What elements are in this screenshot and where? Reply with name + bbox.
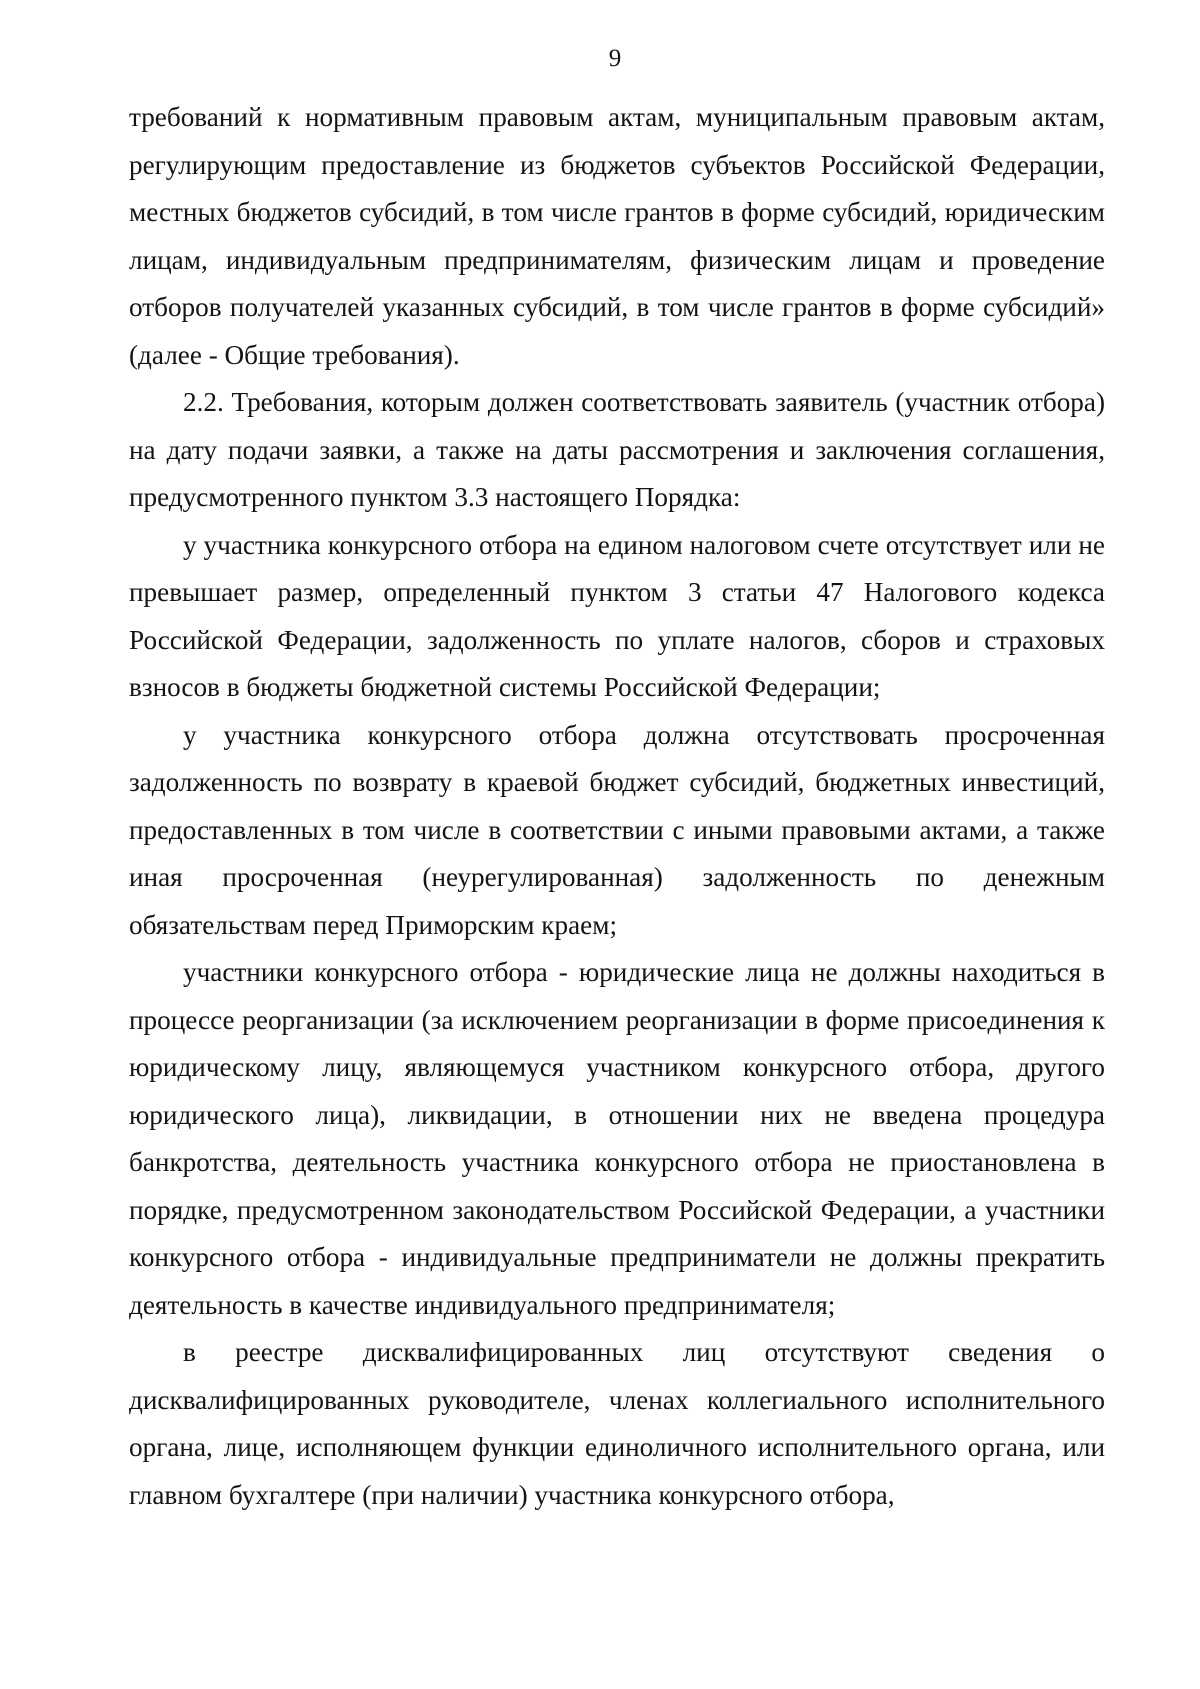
paragraph-2-2-requirements: 2.2. Требования, которым должен соответствовать заявитель (участник отбора) на дату подачи заявки, а также на даты рассмотрения и заключения соглашения, предусмотренного пунктом 3.3 настоящего Порядка: [129,387,1105,512]
paragraph-general-requirements-continuation: требований к нормативным правовым актам, муниципальным правовым актам, регулирующим предоставление из бюджетов субъектов Российской Федерации, местных бюджетов субсидий, в том числе грантов в форме субсидий, юридическим лицам, индивидуальным предпринимателям, физическим лицам и проведение отборов получателей указанных субсидий, в том числе грантов в форме субсидий» (далее - Общие требования). [129,102,1105,370]
paragraph-reorganization: участники конкурсного отбора - юридические лица не должны находиться в процессе реорганизации (за исключением реорганизации в форме присоединения к юридическому лицу, являющемуся участником конкурсного отбора, другого юридического лица), ликвидации, в отношении них не введена процедура банкротства, деятельность участника конкурсного отбора не приостановлена в порядке, предусмотренном законодательством Российской Федерации, а участники конкурсного отбора - индивидуальные предприниматели не должны прекратить деятельность в качестве индивидуального предпринимателя; [129,957,1105,1320]
paragraph-overdue-debt: у участника конкурсного отбора должна отсутствовать просроченная задолженность по возврату в краевой бюджет субсидий, бюджетных инвестиций, предоставленных в том числе в соответствии с иными правовыми актами, а также иная просроченная (неурегулированная) задолженность по денежным обязательствам перед Приморским краем; [129,719,1105,940]
document-body [129,94,1105,1519]
page-number: 9 [608,45,622,72]
paragraph-disqualified-persons: в реестре дисквалифицированных лиц отсутствуют сведения о дисквалифицированных руководителе, членах коллегиального исполнительного органа, лице, исполняющем функции единоличного исполнительного органа, или главном бухгалтере (при наличии) участника конкурсного отбора, [129,1337,1105,1510]
paragraph-tax-debt: у участника конкурсного отбора на едином налоговом счете отсутствует или не превышает размер, определенный пунктом 3 статьи 47 Налогового кодекса Российской Федерации, задолженность по уплате налогов, сборов и страховых взносов в бюджеты бюджетной системы Российской Федерации; [129,529,1105,702]
